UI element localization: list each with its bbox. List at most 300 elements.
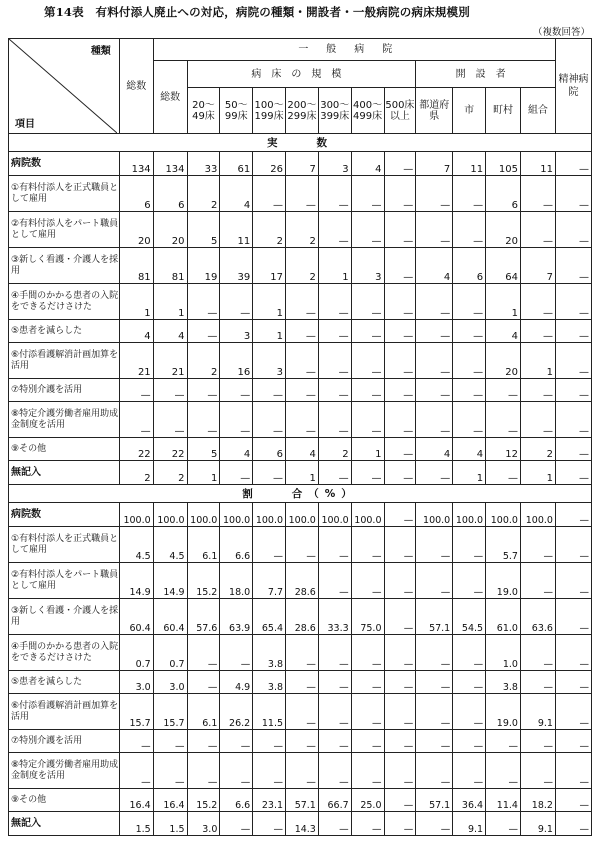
row-label: ③新しく看護・介護人を採用 [9,248,120,284]
table-cell: 1 [119,284,153,320]
table-cell: — [384,248,416,284]
table-cell: 2 [153,461,187,485]
table-cell: — [486,402,521,438]
table-cell: — [555,320,591,343]
table-cell: — [520,527,555,563]
table-cell: — [187,402,220,438]
table-cell: — [318,284,351,320]
table-cell: — [555,503,591,527]
table-cell: 19.0 [486,563,521,599]
table-cell: — [416,461,453,485]
table-cell: 21 [153,343,187,379]
table-cell: — [351,753,384,789]
table-cell: 1 [520,461,555,485]
table-cell: — [153,402,187,438]
table-cell: 3 [351,248,384,284]
table-cell: — [286,671,319,694]
section-header: 実 数 [9,134,592,152]
table-cell: 4 [220,176,253,212]
header-bed-scale: 病床の規模 [187,61,416,88]
table-cell: — [453,563,486,599]
table-cell: — [555,438,591,461]
table-cell: — [253,402,286,438]
table-cell: — [119,753,153,789]
table-row [9,599,592,635]
table-cell: 63.6 [520,599,555,635]
table-cell: 100.0 [416,503,453,527]
row-label: ⑦特別介護を活用 [9,379,120,402]
table-cell: 3 [253,343,286,379]
table-cell: — [220,753,253,789]
table-cell: — [384,379,416,402]
row-label: ⑥付添看護解消計画加算を活用 [9,694,120,730]
table-cell: — [351,461,384,485]
table-cell: — [555,730,591,753]
table-cell: 1 [187,461,220,485]
table-cell: — [416,812,453,836]
table-cell: — [220,379,253,402]
table-row [9,438,592,461]
table-cell: 26 [253,152,286,176]
table-cell: — [555,379,591,402]
table-cell: — [384,176,416,212]
table-cell: — [253,753,286,789]
table-cell: 5 [187,438,220,461]
table-cell: — [486,379,521,402]
table-cell: 75.0 [351,599,384,635]
table-cell: 11 [453,152,486,176]
table-cell: 1 [318,248,351,284]
table-cell: — [384,343,416,379]
table-cell: — [351,694,384,730]
table-cell: 1.5 [153,812,187,836]
multiple-answer-note: （複数回答） [532,27,590,38]
row-label: ②有料付添人をパート職員として雇用 [9,563,120,599]
table-cell: 23.1 [253,789,286,812]
table-cell: 4 [416,248,453,284]
table-cell: 3 [318,152,351,176]
table-cell: 134 [119,152,153,176]
table-cell: 20 [486,212,521,248]
table-cell: 4 [153,320,187,343]
table-cell: 65.4 [253,599,286,635]
table-cell: 22 [119,438,153,461]
corner-type-label: 種類 [90,46,111,57]
header-corner-cell [9,39,120,134]
table-cell: 17 [253,248,286,284]
table-cell: — [416,343,453,379]
table-cell: — [351,671,384,694]
table-cell: — [453,753,486,789]
table-cell: — [119,379,153,402]
table-cell: — [486,753,521,789]
table-cell: 3.0 [119,671,153,694]
table-cell: — [453,635,486,671]
table-cell: — [253,527,286,563]
table-cell: 25.0 [351,789,384,812]
table-cell: — [351,343,384,379]
table-cell: 1.0 [486,635,521,671]
table-cell: — [555,402,591,438]
table-cell: — [187,284,220,320]
table-cell: 4.9 [220,671,253,694]
table-cell: — [453,730,486,753]
row-label: ⑧特定介護労働者雇用助成金制度を活用 [9,402,120,438]
table-cell: — [187,379,220,402]
table-cell: 2 [187,176,220,212]
table-cell: — [384,599,416,635]
table-cell: — [384,789,416,812]
table-cell: — [384,212,416,248]
table-cell: — [286,402,319,438]
table-cell: 14.9 [153,563,187,599]
table-cell: 100.0 [286,503,319,527]
table-cell: — [119,730,153,753]
table-cell: — [555,753,591,789]
table-cell: — [416,753,453,789]
table-cell: 1 [453,461,486,485]
table-cell: — [286,753,319,789]
table-cell: 1 [253,320,286,343]
table-cell: — [453,671,486,694]
table-cell: — [318,379,351,402]
header-bed-5: 400～499床 [351,88,384,134]
table-cell: — [153,730,187,753]
table-cell: 54.5 [453,599,486,635]
table-cell: — [351,212,384,248]
table-cell: 100.0 [318,503,351,527]
header-general-total: 総数 [153,61,187,134]
table-cell: 11 [520,152,555,176]
table-cell: 4 [286,438,319,461]
table-cell: 3.8 [253,671,286,694]
table-cell: — [453,527,486,563]
table-cell: 4 [351,152,384,176]
table-cell: — [351,379,384,402]
row-label: ④手間のかかる患者の入院をできるだけさけた [9,635,120,671]
table-cell: 15.2 [187,563,220,599]
row-label: ③新しく看護・介護人を採用 [9,599,120,635]
table-cell: 21 [119,343,153,379]
table-row [9,789,592,812]
table-cell: 15.2 [187,789,220,812]
table-cell: — [187,635,220,671]
table-cell: 18.0 [220,563,253,599]
table-cell: 7 [520,248,555,284]
table-cell: 6 [453,248,486,284]
table-cell: — [384,635,416,671]
table-cell: — [351,284,384,320]
table-cell: — [286,320,319,343]
table-cell: 60.4 [153,599,187,635]
table-cell: — [384,527,416,563]
table-cell: — [153,753,187,789]
table-row [9,212,592,248]
row-label: 病院数 [9,503,120,527]
table-row [9,248,592,284]
table-cell: 6 [486,176,521,212]
table-cell: 61 [220,152,253,176]
table-cell: — [318,461,351,485]
table-cell: 39 [220,248,253,284]
table-cell: 0.7 [153,635,187,671]
table-cell: 64 [486,248,521,284]
table-cell: 7 [286,152,319,176]
header-founder-1: 市 [453,88,486,134]
table-cell: — [318,753,351,789]
table-cell: 2 [119,461,153,485]
table-cell: — [286,694,319,730]
header-bed-4: 300～399床 [318,88,351,134]
table-cell: — [351,176,384,212]
table-cell: — [416,402,453,438]
table-cell: — [351,402,384,438]
table-cell: 60.4 [119,599,153,635]
table-cell: — [318,402,351,438]
table-cell: 4 [416,438,453,461]
table-cell: — [520,753,555,789]
table-cell: — [416,212,453,248]
table-row [9,694,592,730]
table-cell: 9.1 [520,812,555,836]
table-row [9,461,592,485]
data-table [8,38,592,836]
table-cell: 2 [253,212,286,248]
table-cell: — [416,671,453,694]
table-row [9,176,592,212]
table-cell: — [220,730,253,753]
row-label: ⑨その他 [9,438,120,461]
table-cell: — [318,320,351,343]
table-cell: 61.0 [486,599,521,635]
row-label: ④手間のかかる患者の入院をできるだけさけた [9,284,120,320]
table-row [9,671,592,694]
table-row [9,284,592,320]
table-cell: 14.9 [119,563,153,599]
table-cell: — [520,635,555,671]
table-cell: 100.0 [453,503,486,527]
table-cell: — [187,753,220,789]
table-cell: — [520,563,555,599]
table-cell: — [520,730,555,753]
table-cell: — [220,812,253,836]
table-cell: — [351,320,384,343]
table-cell: — [555,152,591,176]
table-cell: — [555,284,591,320]
table-cell: 100.0 [187,503,220,527]
table-row [9,527,592,563]
table-cell: 134 [153,152,187,176]
table-body [9,134,592,836]
header-founder: 開設者 [416,61,556,88]
table-cell: — [520,284,555,320]
table-cell: — [520,402,555,438]
table-cell: 4 [220,438,253,461]
table-cell: — [286,284,319,320]
table-cell: — [555,694,591,730]
table-cell: 105 [486,152,521,176]
table-cell: 1 [286,461,319,485]
table-cell: — [318,527,351,563]
table-cell: — [351,527,384,563]
table-cell: — [318,343,351,379]
table-cell: 100.0 [153,503,187,527]
header-bed-2: 100～199床 [253,88,286,134]
row-label: ①有料付添人を正式職員として雇用 [9,176,120,212]
table-cell: — [416,527,453,563]
table-cell: — [416,635,453,671]
header-bed-3: 200～299床 [286,88,319,134]
table-cell: 20 [486,343,521,379]
table-cell: — [416,320,453,343]
table-cell: 14.3 [286,812,319,836]
table-cell: — [351,730,384,753]
table-cell: — [153,379,187,402]
table-cell: — [220,402,253,438]
table-cell: — [453,402,486,438]
table-cell: — [486,812,521,836]
table-cell: — [384,730,416,753]
table-cell: — [119,402,153,438]
table-cell: 16.4 [153,789,187,812]
table-cell: — [318,812,351,836]
table-row [9,563,592,599]
table-cell: — [384,152,416,176]
table-cell: — [555,248,591,284]
table-cell: 81 [119,248,153,284]
table-cell: — [384,563,416,599]
table-cell: — [486,730,521,753]
table-cell: — [187,730,220,753]
table-cell: 1 [153,284,187,320]
table-cell: — [555,343,591,379]
table-cell: 2 [286,248,319,284]
table-cell: — [384,753,416,789]
table-cell: — [453,176,486,212]
table-cell: — [384,402,416,438]
table-cell: — [384,461,416,485]
table-row [9,379,592,402]
row-label: ⑧特定介護労働者雇用助成金制度を活用 [9,753,120,789]
table-cell: 3.0 [153,671,187,694]
header-founder-3: 組合 [520,88,555,134]
table-cell: 100.0 [520,503,555,527]
table-cell: — [318,730,351,753]
header-founder-0: 都道府県 [416,88,453,134]
table-cell: — [384,694,416,730]
table-cell: — [318,176,351,212]
table-cell: 100.0 [253,503,286,527]
table-cell: 4.5 [153,527,187,563]
table-cell: — [416,284,453,320]
table-cell: 6.1 [187,527,220,563]
header-bed-6: 500床以上 [384,88,416,134]
table-cell: — [318,212,351,248]
table-cell: — [555,563,591,599]
table-cell: — [220,461,253,485]
table-cell: — [520,176,555,212]
table-cell: 100.0 [486,503,521,527]
table-cell: 6.6 [220,527,253,563]
table-cell: 20 [119,212,153,248]
table-cell: 57.1 [416,599,453,635]
table-cell: — [555,599,591,635]
table-cell: — [555,527,591,563]
table-cell: 28.6 [286,599,319,635]
table-cell: 57.6 [187,599,220,635]
table-title: 第14表 有料付添人廃止への対応，病院の種類・開設者・一般病院の病床規模別 [44,5,470,19]
table-cell: 11 [220,212,253,248]
table-cell: — [318,635,351,671]
table-cell: 19.0 [486,694,521,730]
table-cell: — [555,461,591,485]
row-label: ⑥付添看護解消計画加算を活用 [9,343,120,379]
table-cell: — [318,671,351,694]
table-cell: — [286,527,319,563]
table-cell: — [220,284,253,320]
section-header: 割 合（%） [9,485,592,503]
table-cell: — [555,176,591,212]
table-cell: — [384,812,416,836]
table-cell: 2 [286,212,319,248]
table-cell: 4.5 [119,527,153,563]
table-cell: 4 [453,438,486,461]
table-cell: 100.0 [351,503,384,527]
table-cell: — [555,212,591,248]
table-cell: — [486,461,521,485]
table-cell: — [555,671,591,694]
table-cell: 3.0 [187,812,220,836]
table-cell: 5.7 [486,527,521,563]
table-cell: 1 [253,284,286,320]
corner-item-label: 項目 [15,119,35,130]
table-cell: — [520,671,555,694]
table-cell: — [286,635,319,671]
table-row [9,753,592,789]
row-label: ⑤患者を減らした [9,320,120,343]
table-cell: — [384,503,416,527]
table-cell: 4 [119,320,153,343]
table-cell: 36.4 [453,789,486,812]
table-cell: 4 [486,320,521,343]
row-label: ①有料付添人を正式職員として雇用 [9,527,120,563]
table-cell: — [453,284,486,320]
table-cell: — [384,284,416,320]
table-cell: — [286,730,319,753]
table-cell: 15.7 [153,694,187,730]
row-label: ⑦特別介護を活用 [9,730,120,753]
table-row [9,812,592,836]
table-cell: — [555,635,591,671]
table-cell: — [384,671,416,694]
table-cell: — [187,320,220,343]
row-label: 病院数 [9,152,120,176]
table-cell: 12 [486,438,521,461]
table-row [9,343,592,379]
table-cell: — [416,730,453,753]
table-cell: — [453,379,486,402]
table-cell: 2 [318,438,351,461]
table-cell: 6 [153,176,187,212]
table-cell: — [416,379,453,402]
row-label: ②有料付添人をパート職員として雇用 [9,212,120,248]
table-cell: 16 [220,343,253,379]
table-row [9,152,592,176]
table-cell: — [253,730,286,753]
table-cell: 57.1 [286,789,319,812]
table-cell: 26.2 [220,694,253,730]
table-cell: — [253,812,286,836]
